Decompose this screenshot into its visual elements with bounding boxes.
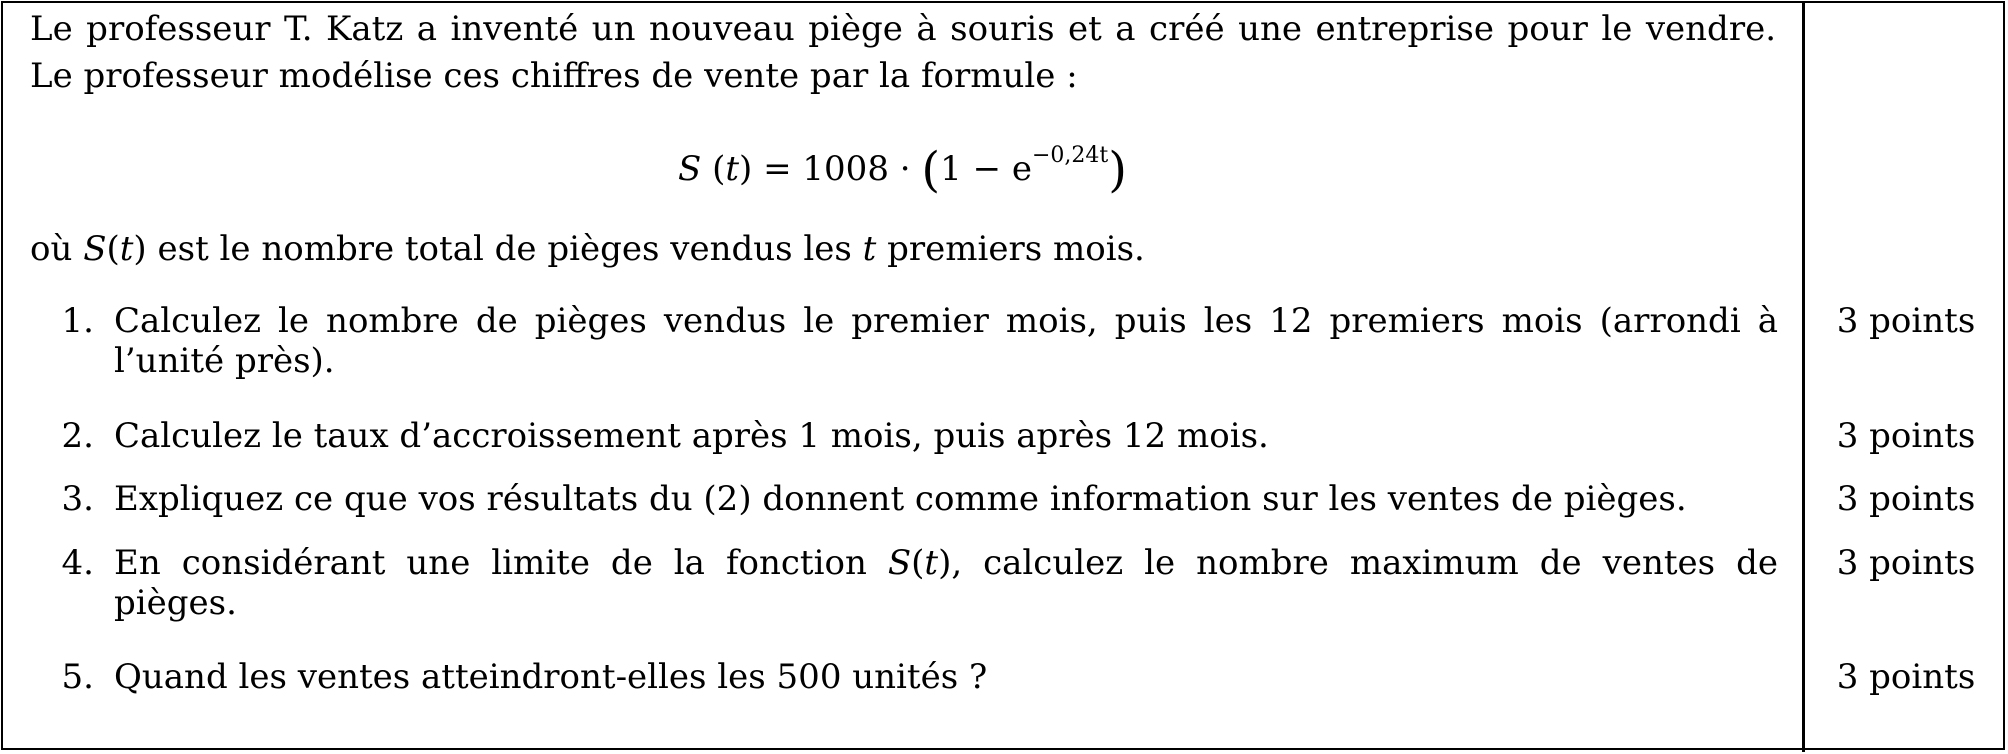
question-4-text: En considérant une limite de la fonction S(t), calculez le nombre maximum de ventes de pièges. bbox=[114, 543, 1778, 623]
question-5-number: 5. bbox=[61, 657, 94, 697]
question-3-text: Expliquez ce que vos résultats du (2) donnent comme information sur les ventes de pièges. bbox=[114, 479, 1687, 519]
question-1-points: 3 points bbox=[1836, 301, 1976, 341]
question-2-number: 2. bbox=[61, 416, 94, 456]
question-1-text: Calculez le nombre de pièges vendus le premier mois, puis les 12 premiers mois (arrondi à l’unité près). bbox=[114, 301, 1778, 381]
question-5-points: 3 points bbox=[1836, 657, 1976, 697]
question-1-number: 1. bbox=[61, 301, 94, 341]
intro-line-2: Le professeur modélise ces chiffres de vente par la formule : bbox=[30, 56, 1078, 96]
formula-var: t bbox=[725, 149, 740, 189]
question-4-points: 3 points bbox=[1836, 543, 1976, 583]
formula-exponent: −0,24t bbox=[1031, 143, 1109, 168]
question-2-points: 3 points bbox=[1836, 416, 1976, 456]
question-3-number: 3. bbox=[61, 479, 94, 519]
formula-one-minus: 1 − e bbox=[940, 149, 1032, 189]
question-3-points: 3 points bbox=[1836, 479, 1976, 519]
exercise-table bbox=[1, 1, 2005, 750]
sales-formula: S $(t) = 1008 \cdot (1 - e^{-0,24t})$ bbox=[678, 142, 1127, 198]
definition-line: où S(t) est le nombre total de pièges vendus les t premiers mois. bbox=[30, 229, 1145, 269]
column-divider bbox=[1802, 3, 1805, 752]
question-5-text: Quand les ventes atteindront-elles les 500 unités ? bbox=[114, 657, 988, 697]
formula-coef: = 1008 · bbox=[763, 149, 911, 189]
question-2-text: Calculez le taux d’accroissement après 1 mois, puis après 12 mois. bbox=[114, 416, 1269, 456]
intro-line-1: Le professeur T. Katz a inventé un nouveau piège à souris et a créé une entreprise pour le vendre. bbox=[30, 9, 1776, 49]
formula-func: S bbox=[678, 149, 702, 189]
question-4-number: 4. bbox=[61, 543, 94, 583]
